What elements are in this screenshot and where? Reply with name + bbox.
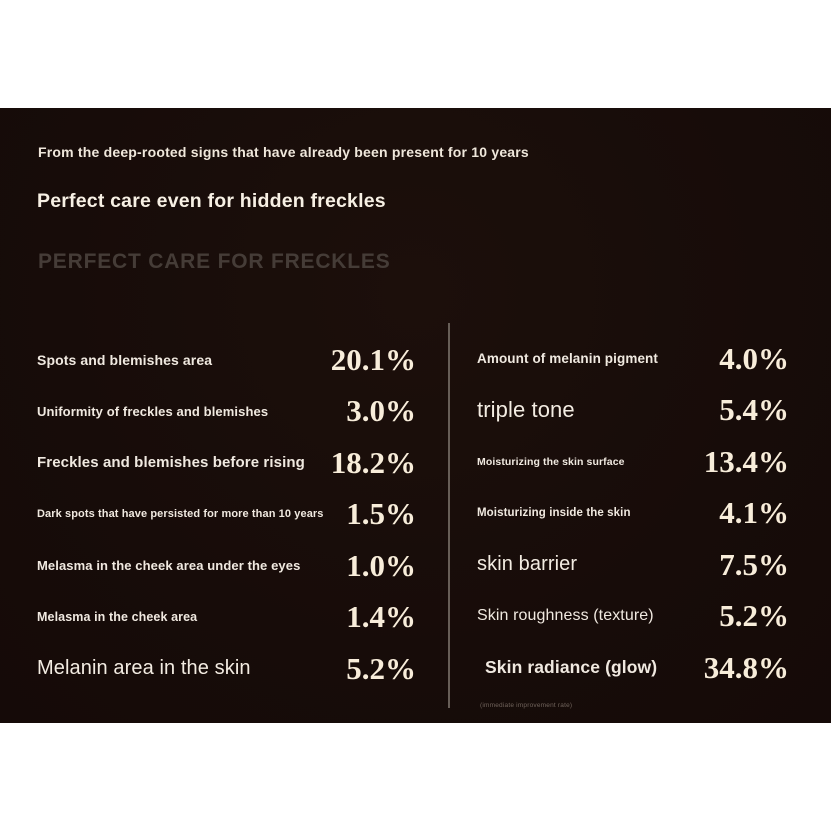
stat-label: Skin roughness (texture) (477, 607, 654, 625)
stat-row (477, 488, 789, 540)
stat-label: triple tone (477, 397, 575, 423)
stat-value: 18.2% (330, 444, 416, 480)
stat-row (477, 436, 789, 488)
stat-value: 5.2% (719, 598, 789, 634)
stat-label: Freckles and blemishes before rising (37, 454, 305, 472)
stat-value: 5.2% (346, 650, 416, 686)
stat-label: Skin radiance (glow) (485, 657, 658, 678)
stat-row (477, 333, 789, 385)
stat-value: 13.4% (703, 443, 789, 479)
stat-value: 20.1% (330, 341, 416, 377)
column-divider (448, 323, 450, 708)
stat-label: Moisturizing the skin surface (477, 455, 625, 468)
stat-label: Amount of melanin pigment (477, 351, 658, 367)
stat-value: 34.8% (703, 649, 789, 685)
stat-row (37, 489, 416, 541)
stat-value: 3.0% (346, 393, 416, 429)
stat-value: 1.5% (346, 496, 416, 532)
stat-value: 5.4% (719, 392, 789, 428)
stat-value: 1.4% (346, 599, 416, 635)
stat-row (477, 642, 789, 694)
stat-row (37, 540, 416, 592)
stat-label: Moisturizing inside the skin (477, 507, 631, 520)
page-title: Perfect care even for hidden freckles (37, 190, 386, 212)
stat-row (477, 539, 789, 591)
watermark-title: PERFECT CARE FOR FRECKLES (38, 250, 391, 273)
stats-column-left (37, 334, 416, 695)
stat-row (477, 385, 789, 437)
stat-value: 4.1% (719, 495, 789, 531)
stat-row (37, 643, 416, 695)
stat-label: Melanin area in the skin (37, 657, 251, 680)
stat-label: Melasma in the cheek area (37, 610, 198, 625)
stat-value: 1.0% (346, 547, 416, 583)
stat-label: Dark spots that have persisted for more than 10 years (37, 508, 324, 521)
stat-label: Uniformity of freckles and blemishes (37, 403, 269, 419)
stat-label: Spots and blemishes area (37, 351, 213, 368)
footnote: (immediate improvement rate) (480, 702, 573, 709)
stat-row (37, 386, 416, 438)
stat-value: 4.0% (719, 340, 789, 376)
stat-label: Melasma in the cheek area under the eyes (37, 558, 301, 574)
stat-value: 7.5% (719, 546, 789, 582)
stats-column-right (477, 333, 789, 694)
stat-label: skin barrier (477, 553, 578, 576)
tagline: From the deep-rooted signs that have already been present for 10 years (38, 144, 529, 160)
stat-row (477, 591, 789, 643)
stat-row (37, 334, 416, 386)
stat-row (37, 437, 416, 489)
stat-row (37, 592, 416, 644)
